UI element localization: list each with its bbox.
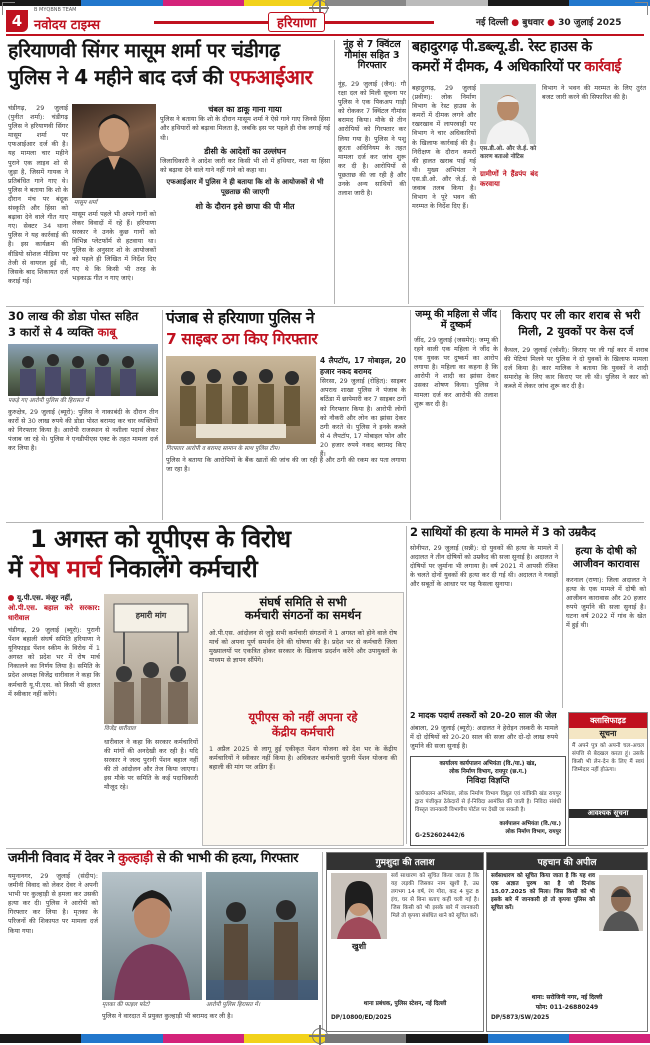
story4-kicker-box [320,356,406,459]
story8-headline-2: आजीवन कारावास [572,559,640,570]
classified-title: क्लासिफाइड [569,713,647,728]
story4-caption: गिरफ्तार आरोपी व बरामद सामान के साथ पुलिस टीम। [166,446,280,452]
lead-singer-photo [72,104,156,198]
story9-body: यमुनानगर, 29 जुलाई (संदीप): जमीनी विवाद को लेकर देवर ने अपनी भाभी पर कुल्हाड़ी से हमला कर उसकी हत्या कर दी। पुलिस ने आरोपी को गिरफ्तार कर लिया है। मृतका के परिजनों की शिकायत पर मामला दर्ज किया गया। [8,872,98,935]
lead2-box-title-4: केंद्रीय कर्मचारी [271,725,335,739]
lead2-column-left: चंडीगढ़, 29 जुलाई (ब्यूरो): पुरानी पेंशन बहाली संघर्ष समिति हरियाणा ने यूनिफाइड पेंशन स्कीम के विरोध में 1 अगस्त को प्रदेश भर में रोष मार्च निकालने का निर्णय लिया है। समिति के प्रदेश अध्यक्ष विजेंद्र धारीवाल ने कहा कि कर्मचारी यू.पी.एस. को किसी भी हालत में स्वीकार नहीं करेंगे। [8,626,100,698]
story2-body: बहादुरगढ़, 29 जुलाई (प्रवीण): लोक निर्माण विभाग के रेस्ट हाउस के कमरों में दीमक लगने और रखरखाव में लापरवाही पर विभाग ने चार अधिकारियों के खिलाफ कार्रवाई की है। निरीक्षण के दौरान कमरों की हालत खराब पाई गई थी। मुख्य अभियंता ने एस.डी.ओ. और जे.ई. से जवाब तलब किया है। विभाग ने पूरे भवन की मरम्मत के निर्देश दिए हैं। [412,84,476,211]
story2-photo-caption: एस.डी.ओ. और जे.ई. को कारण बताओ नोटिस [480,146,537,160]
lead2-headline-highlight: रोष मार्च [29,555,102,583]
story3-caption: पकड़े गए आरोपी पुलिस की हिरासत में [8,398,89,404]
story9-caption-1: मृतका की फाइल फोटो [102,1002,150,1008]
story2-photo [480,84,536,144]
story6-body: कैथल, 29 जुलाई (जोशी): किराए पर ली गई कार में शराब की पेटियां मिलने पर पुलिस ने दो युवकों के खिलाफ मामला दर्ज किया है। कार मालिक ने बताया कि युवकों ने शादी समारोह के लिए कार किराए पर ली थी। पुलिस ने कार को कब्जे में लेकर जांच शुरू कर दी है। [504,346,648,391]
story6-headline-1: किराए पर ली कार शराब से भरी [511,309,641,322]
story5-body: जींद, 29 जुलाई (जसमेर): जम्मू की रहने वाली एक महिला ने जींद के एक युवक पर दुष्कर्म का आरोप लगाया है। महिला का कहना है कि आरोपी ने शादी का झांसा देकर उसका शोषण किया। पुलिस ने मामला दर्ज कर आरोपी की तलाश शुरू कर दी है। [414,336,498,408]
person-icon [72,104,156,198]
lead2-bullet-2: ओ.पी.एस. बहाल करे सरकार: धारीवाल [8,603,100,622]
deceased-photo-icon [599,875,643,931]
lead2-box-title-3: यूपीएस को नहीं अपना रहे [248,710,358,724]
lead2-protest-photo [104,594,198,724]
lead2-box [202,592,404,846]
girl-photo-icon [331,873,387,939]
identify-contact: थाना: सरोजिनी नगर, नई दिल्ली [531,994,603,1001]
lead2-box-body-2: 1 अप्रैल 2025 से लागू हुई एकीकृत पेंशन योजना को देश भर के केंद्रीय कर्मचारियों ने स्वीकार नहीं किया है। अधिकतर कर्मचारी पुरानी पेंशन योजना की बहाली की मांग पर अडिग हैं। [209,745,397,772]
page-number: 4 [6,10,28,32]
story3-headline-2: 3 कारों से 4 व्यक्ति काबू [8,325,116,339]
identify-phone: फोन: 011-26880249 [535,1004,599,1011]
dateline-city: नई दिल्ली [476,18,509,28]
lead2-box-title-2: कर्मचारी संगठनों का समर्थन [244,607,362,622]
story2-headline-2: कमरों में दीमक, 4 अधिकारियों पर कार्रवाई [412,59,621,75]
group-photo-icon [8,344,158,396]
story9-caption-2: आरोपी पुलिस हिरासत में। [206,1002,261,1008]
classified-sub: सूचना [569,728,647,739]
story3-body: कुरुक्षेत्र, 29 जुलाई (ब्यूरो): पुलिस ने नाकाबंदी के दौरान तीन कारों से 30 लाख रुपये की डोडा पोस्त बरामद कर चार व्यक्तियों को गिरफ्तार किया है। आरोपी राजस्थान से नशीला पदार्थ लेकर पंजाब जा रहे थे। पुलिस ने एनडीपीएस एक्ट के तहत मामला दर्ज कर लिया है। [8,408,158,453]
story7-sub-body: अंबाला, 29 जुलाई (ब्यूरो): अदालत ने हेरोइन तस्करी के मामले में दो दोषियों को 20-20 साल की सजा और दो-दो लाख रुपये जुर्माने की सजा सुनाई है। [410,724,558,751]
story2-right-col: विभाग ने भवन की मरम्मत के लिए तुरंत बजट जारी करने की सिफारिश की है। [542,84,646,102]
story2-headline-highlight: कार्रवाई [584,59,621,75]
story4-headline-2: 7 साइबर ठग किए गिरफ्तार [166,330,318,348]
story4-body: सिरसा, 29 जुलाई (रोहित): साइबर अपराध शाखा पुलिस ने पंजाब के बठिंडा में छापेमारी कर 7 साइबर ठगों को गिरफ्तार किया है। आरोपी लोगों को नौकरी और लोन का झांसा देकर ठगी करते थे। पुलिस ने इनके कब्जे से 4 लैपटॉप, 17 मोबाइल फोन और 20 हजार रुपये नकद बरामद किए हैं। [320,377,406,459]
identify-code: DP/5873/SW/2025 [491,1015,550,1021]
story9-photo-1 [102,872,202,1000]
missing-contact: थाना प्रबंधक, पुलिस स्टेशन, नई दिल्ली [363,1001,447,1007]
story8-body: करनाल (राणा): जिला अदालत ने हत्या के एक मामले में दोषी को आजीवन कारावास और 20 हजार रुपये जुर्माने की सजा सुनाई है। घटना वर्ष 2022 में गांव के खेत में हुई थी। [566,576,646,630]
lead-photo-caption: मासूम शर्मा [74,200,98,206]
lead2-box-body: ओ.पी.एस. आंदोलन से जुड़े सभी कर्मचारी संगठनों ने 1 अगस्त को होने वाले रोष मार्च को अपना पूर्ण समर्थन देने की घोषणा की है। प्रदेश भर से कर्मचारी जिला मुख्यालयों पर एकत्रित होकर सरकार के खिलाफ प्रदर्शन करेंगे और उपायुक्तों के माध्यम से ज्ञापन सौंपेंगे। [209,629,397,665]
lead-kicker-2: डीसी के आदेशों का उल्लंघन [204,146,286,156]
lead-headline-highlight: एफआईआर [229,65,313,89]
classified-body: मैं अपने पुत्र को अपनी चल-अचल संपत्ति से बेदखल करता हूं। उसके किसी भी लेन-देन के लिए मैं स्वयं जिम्मेदार नहीं होऊंगा। [572,743,644,773]
story5-headline: जम्मू की महिला से जींद में दुष्कर्म [415,309,497,331]
tender-sign-1: कार्यपालन अभियंता (वि./या.) [499,821,561,827]
tender-body: कार्यपालन अभियंता, लोक निर्माण विभाग विद्युत एवं यांत्रिकी खंड रायपुर द्वारा पंजीकृत ठेकेदारों से ई-निविदा आमंत्रित की जाती है। निविदा संबंधी विस्तृत जानकारी विभागीय पोर्टल पर देखी जा सकती है। [415,791,561,813]
masthead: 4 B MYQBNB TEAM नवोदय टाइम्स हरियाणा नई दिल्ली ● बुधवार ● 30 जुलाई 2025 [6,10,644,32]
story7-headline: 2 साथियों की हत्या के मामले में 3 को उम्रकैद [410,525,596,539]
identify-body: सर्वसाधारण को सूचित किया जाता है कि यह शव एक अज्ञात पुरुष का है जो दिनांक 15.07.2025 को मिला। जिस किसी को भी इसके बारे में जानकारी हो तो कृपया पुलिस को सूचित करें। [491,873,595,911]
lead2-box-title-1: संघर्ष समिति से सभी [259,595,347,609]
story9-body-cont: पुलिस ने वारदात में प्रयुक्त कुल्हाड़ी भी बरामद कर ली है। [102,1012,233,1020]
story9-photo-2 [206,872,318,1000]
missing-title: गुमशुदा की तलाश [327,853,483,870]
missing-photo [331,873,387,939]
lead-kicker-4: शो के दौरान इसे छापा की पी मीत [195,202,295,212]
story6-headline-2: मिली, 2 युवकों पर केस दर्ज [518,325,634,338]
brief1-headline: नूंह से 7 क्विंटल गौमांस सहित 3 गिरफ्तार [343,39,401,72]
classified-notice: आवश्यक सूचना [569,809,647,818]
story3-headline-1: 30 लाख की डोडा पोस्त सहित [8,309,139,323]
tender-code: G-252602442/6 [415,833,465,839]
dateline-date: 30 जुलाई 2025 [558,18,622,28]
tender-office-2: लोक निर्माण विभाग, रायपुर (छ.ग.) [449,769,527,775]
story2-body-cont [480,170,538,304]
lead-headline-1: हरियाणवी सिंगर मासूम शर्मा पर चंडीगढ़ [8,39,280,62]
story2-headline-1: बहादुरगढ़ पी.डब्ल्यू.डी. रेस्ट हाउस के [412,39,592,55]
protest-sign-text: हमारी मांग [135,611,167,620]
story9-headline-highlight: कुल्हाड़ी [118,851,153,866]
identify-title: पहचान की अपील [487,853,647,870]
missing-notice [326,852,484,1032]
story7-subhead: 2 मादक पदार्थ तस्करों को 20-20 साल की जेल [410,711,557,720]
story8-headline-1: हत्या के दोषी को [575,546,637,557]
story4-photo [166,356,316,444]
tender-sign-2: लोक निर्माण विभाग, रायपुर [505,829,561,835]
arrest-photo-icon [206,872,318,1000]
story4-headline-1: पंजाब से हरियाणा पुलिस ने [166,309,315,327]
lead-column-right [160,104,330,304]
missing-name: खुशी [351,942,367,951]
tender-ad [410,756,566,846]
lead-kicker-1: चंबल का डाकू गाना गाया [208,105,282,114]
lead-column-left: चंडीगढ़, 29 जुलाई (पुनीत शर्मा): चंडीगढ़ पुलिस ने हरियाणवी सिंगर मासूम शर्मा पर एफआईआर दर्ज की है। यह मामला चार महीने पुराने एक लाइव शो से जुड़ा है, जिसमें गायक ने प्रतिबंधित गाने गाए थे। पुलिस ने बताया कि शो के दौरान मंच पर बंदूक संस्कृति और हिंसा को बढ़ावा देने वाले गीत गाए गए। सेक्टर 34 थाना पुलिस ने यह कार्रवाई की है। इस कार्यक्रम की वीडियो सोशल मीडिया पर तेजी से वायरल हुई थी, जिसके बाद शिकायत दर्ज कराई गई। [8,104,68,285]
lead2-bullet-1: यू.पी.एस. मंजूर नहीं, [17,594,73,602]
missing-body: सर्व साधारण को सूचित किया जाता है कि यह लड़की जिसका नाम खुशी है, उम्र लगभग 14 वर्ष, रंग गोरा, कद 4 फुट 8 इंच, घर से बिना बताए कहीं चली गई है। जिस किसी को भी इसके बारे में जानकारी मिले तो कृपया संबंधित थाने को सूचित करें। [391,873,479,919]
lead-body-1: पुलिस ने बताया कि शो के दौरान मासूम शर्मा ने ऐसे गाने गाए जिनसे हिंसा और हथियारों को बढ़ावा मिलता है, जबकि इस पर पहले ही रोक लगाई गई थी। [160,115,330,142]
lead-column-mid: मासूम शर्मा पहले भी अपने गानों को लेकर विवादों में रहे हैं। हरियाणा सरकार ने उनके कुछ गानों को विभिन्न प्लेटफॉर्म से हटवाया था। पुलिस के अनुसार शो के आयोजकों को पहले ही लिखित में निर्देश दिए गए थे कि किसी भी तरह के भड़काऊ गीत न गाए जाएं। [72,210,156,282]
missing-code: DP/10800/ED/2025 [331,1015,392,1021]
lead2-headline-1: 1 अगस्त को यूपीएस के विरोध [30,525,291,553]
file-code: B MYQBNB TEAM [34,7,77,13]
lead2-headline-2: में रोष मार्च निकालेंगे कर्मचारी [8,555,258,583]
lead-body-2: जिलाधिकारी ने आदेश जारी कर किसी भी शो में हथियार, नशा या हिंसा को बढ़ावा देने वाले गाने नहीं गाने को कहा था। [160,157,330,175]
lead2-bullets [8,594,100,622]
story2-subhead: ग्रामीणों ने हैंडपंप बंद करवाया [480,170,538,188]
story7-body: सोनीपत, 29 जुलाई (सन्नी): दो युवकों की हत्या के मामले में अदालत ने तीन दोषियों को उम्रकैद की सजा सुनाई है। अदालत ने दोषियों पर जुर्माना भी लगाया है। वर्ष 2021 में आपसी रंजिश के चलते दोनों युवकों की हत्या कर दी गई थी। अदालत ने गवाहों और सबूतों के आधार पर यह फैसला सुनाया। [410,544,558,589]
story4-kicker: 4 लैपटॉप, 17 मोबाइल, 20 हजार नकद बरामद [320,356,406,376]
story4-body-cont: पुलिस ने बताया कि आरोपियों के बैंक खातों की जांच की जा रही है और ठगी की रकम का पता लगाया जा रहा है। [166,456,406,474]
identify-notice [486,852,648,1032]
story9-headline: जमीनी विवाद में देवर ने कुल्हाड़ी से की भाभी की हत्या, गिरफ्तार [8,851,299,866]
officer-photo-icon [480,84,536,144]
police-photo-icon [166,356,316,444]
story3-headline-highlight: काबू [97,325,116,339]
identify-photo [599,875,643,931]
registration-mark [312,1028,328,1044]
tender-heading: निविदा विज्ञप्ति [466,776,510,785]
lead2-photo-caption: विजेंद्र धारीवाल [104,726,136,732]
lead-kicker-3: एफआईआर में पुलिस ने ही बताया कि शो के आयोजकों से भी पूछताछ की जाएगी [166,178,324,197]
dateline-day: बुधवार [522,18,544,28]
tender-office-1: कार्यालय कार्यपालन अभियंता (वि./या.) खंड, [439,761,537,767]
classified-box [568,712,648,846]
lead-headline-2: पुलिस ने 4 महीने बाद दर्ज की एफआईआर [8,65,313,89]
section-title: हरियाणा [268,12,325,32]
story3-photo [8,344,158,396]
brief1-body: नूंह, 29 जुलाई (जैन): गौ रक्षा दल को मिली सूचना पर पुलिस ने एक पिकअप गाड़ी को रोककर 7 क्विंटल गौमांस बरामद किया। मौके से तीन आरोपियों को गिरफ्तार कर लिया गया है। पुलिस ने पशु क्रूरता अधिनियम के तहत मामला दर्ज कर जांच शुरू कर दी है। आरोपियों से पूछताछ की जा रही है और उनके अन्य साथियों की तलाश जारी है। [338,80,406,198]
paper-name: नवोदय टाइम्स [34,18,101,33]
lead2-column-mid: धारीवाल ने कहा कि सरकार कर्मचारियों की मांगों की अनदेखी कर रही है। यदि सरकार ने जल्द पुरानी पेंशन बहाल नहीं की तो आंदोलन और तेज किया जाएगा। इस मौके पर समिति के कई पदाधिकारी मौजूद रहे। [104,738,198,792]
victim-photo-icon [102,872,202,1000]
